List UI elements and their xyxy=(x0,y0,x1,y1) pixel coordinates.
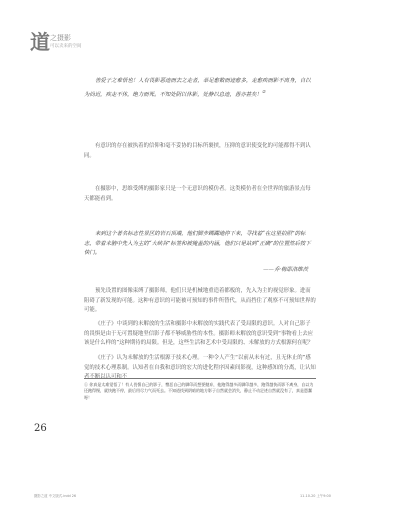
paragraph: 预先设置的图像束缚了摄影师，他们只是机械地重造着都板的，先入为主的视觉形象。进而阻碍了新发现的可能。这种有意识的可能被可预知的事件所替代，从而挡住了观察不可预知世界的可能。 xyxy=(84,288,316,314)
paragraph: 有意识的存在被执着的信仰和毫不妥协的目标所裹挟，压抑的意识使变化的可能都得不到认同。 xyxy=(84,143,311,159)
logo-subtitle: 可以卖来的空间 xyxy=(50,44,82,49)
quote-attribution: ——乔·梅耶洛维茨 xyxy=(263,267,308,273)
paragraph: 《庄子》认为未解放的生活根源于技术心理。一种令人产生“以前从未有过，且无休止的”感觉的技术心理系制。认知者在自我和意识的宏大的进化程序因素间影视，这种感知的分离，让认知者不断以认可和不 xyxy=(84,355,316,381)
print-slug-filename: 摄影之道 中文版式.indd 26 xyxy=(34,494,77,498)
footnote-marker: ① xyxy=(261,88,266,94)
footnote: ① 你真是太难觉悟了！有人畏惧自己的影子，憎恶自己的脚印而想要抛弃，他跑得越多而脚印越多，跑得越快而影不离身，自以为还跑得慢，就快跑不停，最后用尽力气而死去。不知道找到阴暗的地方影子自然就会消失，静止不动足迹自然就没有了，真是愚蠢呀！ xyxy=(84,382,314,400)
paragraph: 在摄影中，思维受缚的摄影家只是一个无意识的模仿者。这类模仿者在全世界的旅游景点每天都能看到。 xyxy=(84,186,311,202)
header-logo xyxy=(30,32,100,52)
logo-glyph: 道 xyxy=(30,30,50,54)
print-slug-timestamp: 11-10-20 上午9:00 xyxy=(300,494,331,498)
zhuangzi-quote-text: 善爱子之难悟也！人有畏影恶迹而去之走者，举足愈数而迹愈多，走愈疾而影不离身，自以为尚迟，疾走不休，绝力而死。不知处阴以休影，处静以息迹，愚亦甚矣！ xyxy=(84,78,311,98)
page-number: 26 xyxy=(34,423,47,434)
meyerowitz-quote: 来到这个著名标志性景区的岩石顶端，他们脚步踯躅地停下来，寻找着“在这里拍照”的标志，带着未脑中先入为主的“大峡谷”标签和被掩盖的内涵，他们只是站到“正确”的位置然后按下快门。 xyxy=(84,231,311,257)
zhuangzi-quote xyxy=(84,77,316,100)
logo-title: 之摄影 xyxy=(50,34,71,42)
paragraph: 《庄子》中谈到的未解放的生活和摄影中未解放的实践代表了受局限的意识。人对自己影子的畏惧是由于无可置疑地坚信影子都不够威胁性的本性。摄影师未解放的意识受到“事物看上去应该是什么样的”这种期待的局限。但是，这些生活和艺术中受局限的、未解放的方式根源何在呢？ xyxy=(84,321,314,347)
footnote-divider xyxy=(84,378,316,379)
